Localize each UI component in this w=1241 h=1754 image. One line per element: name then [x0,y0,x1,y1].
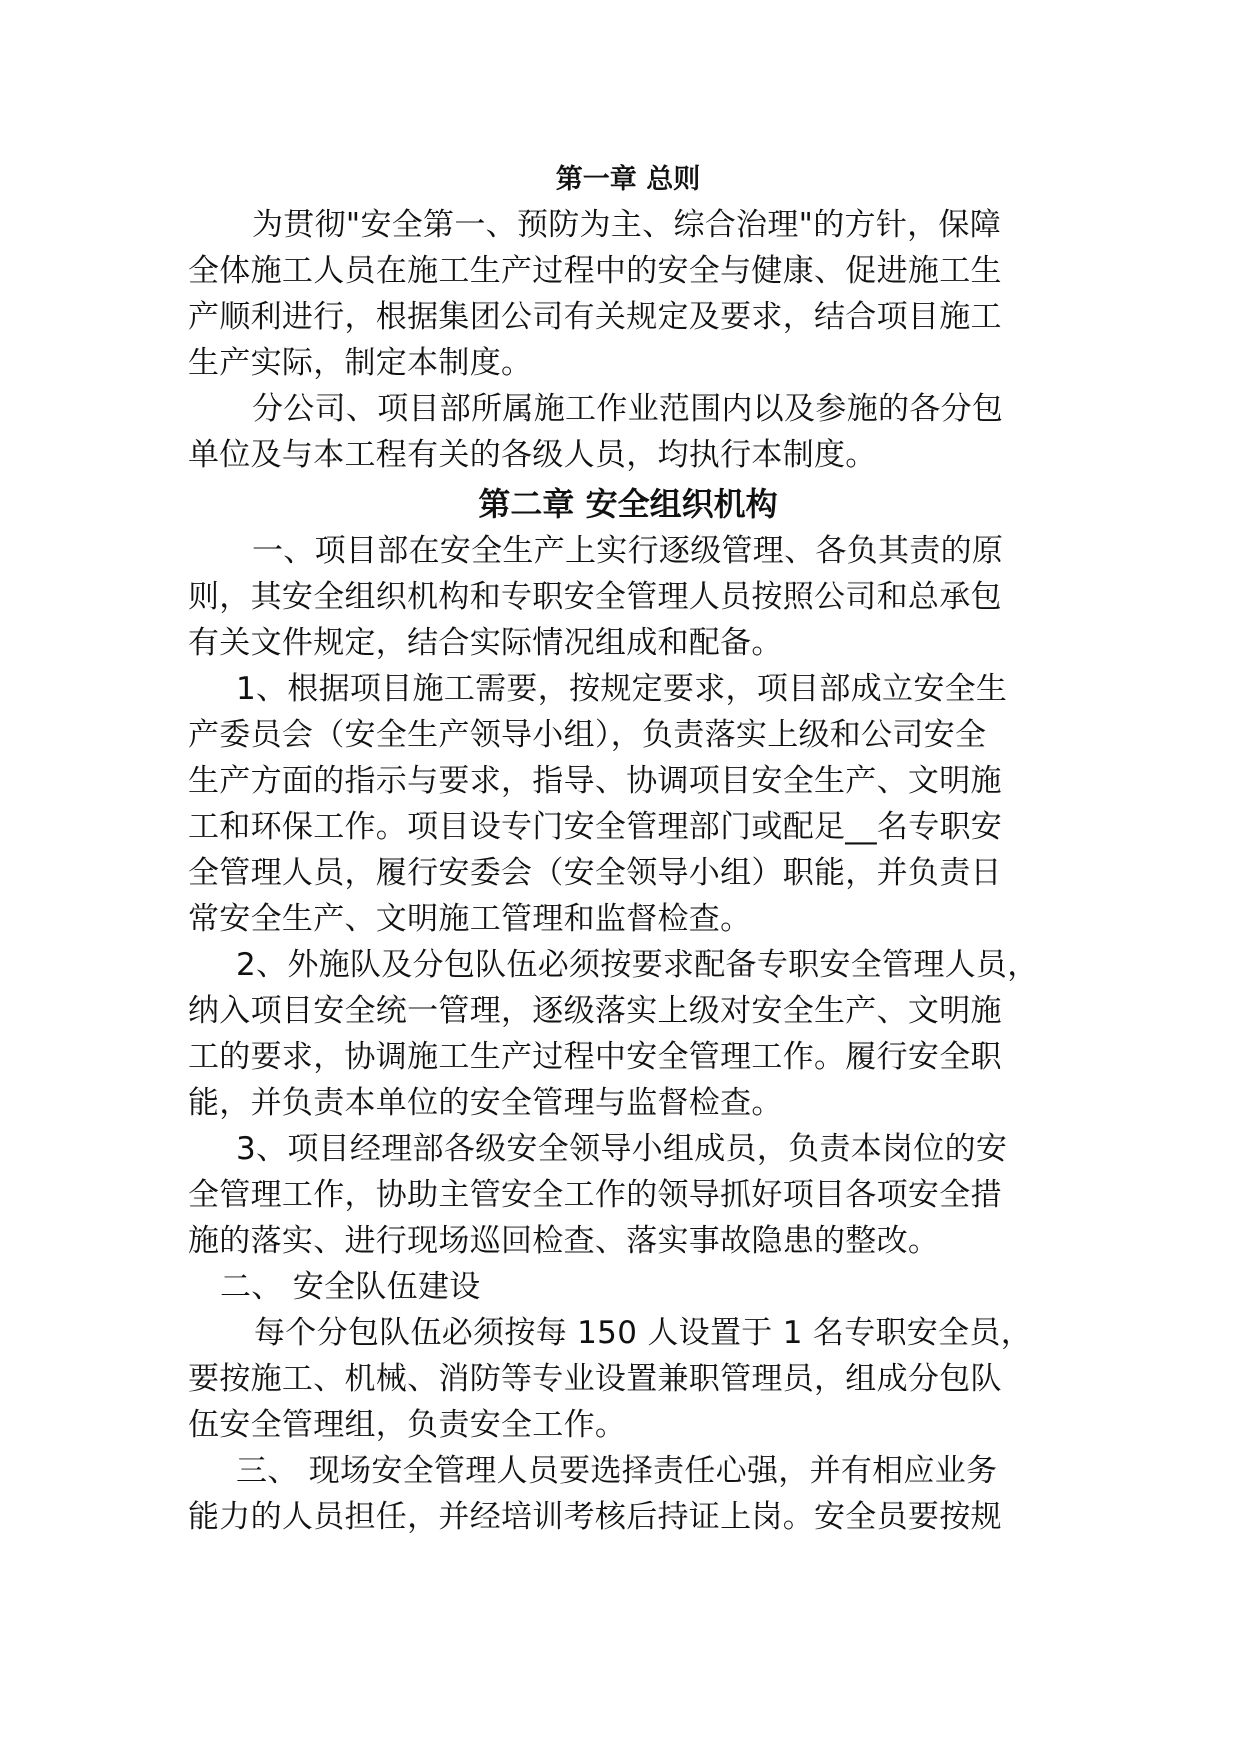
text-line: 全管理工作，协助主管安全工作的领导抓好项目各项安全措 [188,1177,1002,1213]
text-line: 伍安全管理组，负责安全工作。 [188,1407,627,1443]
text-line: 每个分包队伍必须按每 150 人设置于 1 名专职安全员， [254,1315,1033,1351]
document-body [188,160,1068,1540]
text-line: 产委员会（安全生产领导小组），负责落实上级和公司安全 [188,717,987,753]
item-2 [188,942,1068,1126]
section-3 [188,1448,1068,1540]
text-line: 要按施工、机械、消防等专业设置兼职管理员，组成分包队 [188,1361,1002,1397]
text-line: 一、项目部在安全生产上实行逐级管理、各负其责的原 [252,533,1004,569]
text-line: 则，其安全组织机构和专职安全管理人员按照公司和总承包 [188,579,1002,615]
text-line: 工和环保工作。项目设专门安全管理部门或配足__名专职安 [188,809,1003,845]
text-line: 2、外施队及分包队伍必须按要求配备专职安全管理人员， [236,947,1039,983]
paragraph-purpose [188,202,1068,386]
text-line: 纳入项目安全统一管理，逐级落实上级对安全生产、文明施 [188,993,1002,1029]
text-line: 三、 现场安全管理人员要选择责任心强，并有相应业务 [236,1453,998,1489]
text-line: 3、项目经理部各级安全领导小组成员，负责本岗位的安 [236,1131,1008,1167]
text-line: 常安全生产、文明施工管理和监督检查。 [188,901,752,937]
text-line: 生产实际，制定本制度。 [188,345,533,381]
text-line: 能，并负责本单位的安全管理与监督检查。 [188,1085,783,1121]
text-line: 产顺利进行，根据集团公司有关规定及要求，结合项目施工 [188,299,1002,335]
paragraph-scope [188,386,1068,478]
text-line: 为贯彻"安全第一、预防为主、综合治理"的方针，保障 [252,207,1002,243]
text-line: 全管理人员，履行安委会（安全领导小组）职能，并负责日 [188,855,1002,891]
section-1 [188,528,1068,666]
chapter-2-title: 第二章 安全组织机构 [478,485,778,523]
text-line: 施的落实、进行现场巡回检查、落实事故隐患的整改。 [188,1223,940,1259]
text-line: 生产方面的指示与要求，指导、协调项目安全生产、文明施 [188,763,1002,799]
section-2 [188,1310,1068,1448]
chapter-1-title: 第一章 总则 [555,164,701,195]
section-2-title: 二、 安全队伍建设 [220,1269,481,1305]
text-line: 全体施工人员在施工生产过程中的安全与健康、促进施工生 [188,253,1002,289]
text-line: 有关文件规定，结合实际情况组成和配备。 [188,625,783,661]
text-line: 能力的人员担任，并经培训考核后持证上岗。安全员要按规 [188,1499,1002,1535]
text-line: 分公司、项目部所属施工作业范围内以及参施的各分包 [252,391,1004,427]
text-line: 工的要求，协调施工生产过程中安全管理工作。履行安全职 [188,1039,1002,1075]
text-line: 1、根据项目施工需要，按规定要求，项目部成立安全生 [236,671,1008,707]
text-line: 单位及与本工程有关的各级人员，均执行本制度。 [188,437,877,473]
item-1 [188,666,1068,942]
item-3 [188,1126,1068,1264]
